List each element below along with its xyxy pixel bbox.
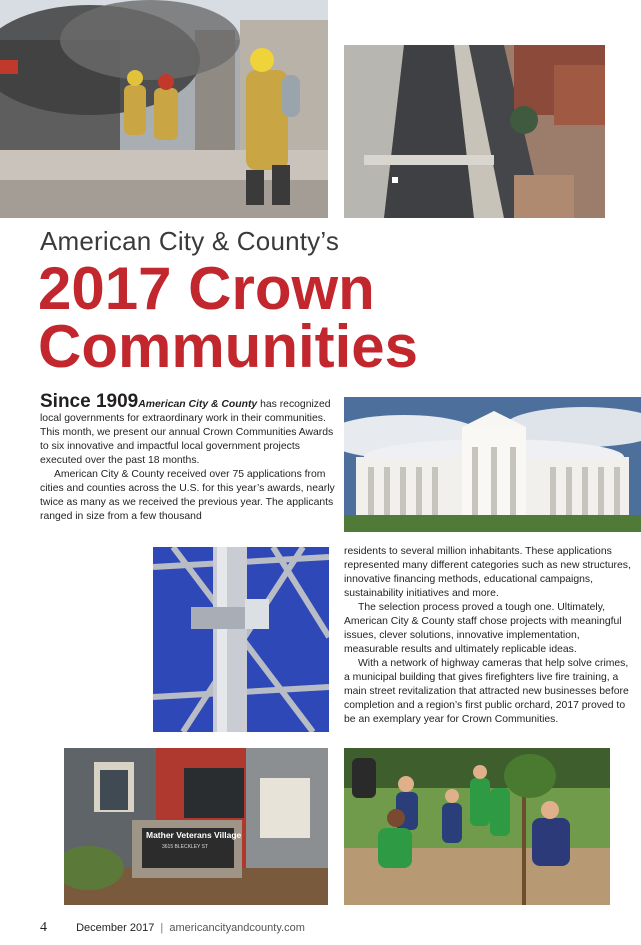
issue-date: December 2017 — [76, 922, 155, 934]
lead-italic: American City & County — [138, 399, 258, 410]
paragraph-3: The selection process proved a tough one. Ultimately, American City & County staff chose projects with meaningful issues, clever solutions, innovative implementation, measurable results and ultimately replicable ideas. — [344, 602, 622, 655]
page-footer — [40, 920, 305, 936]
main-street-photo — [344, 45, 605, 218]
title-line-1: 2017 Crown — [38, 255, 375, 322]
municipal-building-photo — [344, 397, 641, 532]
public-orchard-photo — [344, 748, 610, 905]
veterans-sign-address: 3615 BLECKLEY ST — [162, 844, 209, 850]
page-title — [38, 255, 419, 380]
paragraph-2: American City & County received over 75 applications from cities and counties across the U.S. for this year’s awards, nearly twice as many as we received the previous year. The applicants ranged in size from a few thousand — [40, 469, 335, 522]
firefighters-photo — [0, 0, 328, 218]
veterans-village-photo — [64, 748, 328, 905]
paragraph-1: has recognized local governments for extraordinary work in their communities. This month, we present our annual Crown Communities Awards to six innovative and impactful local government projects executed over the past 18 months. — [40, 399, 334, 466]
paragraph-2-continued: residents to several million inhabitants. These applications represented many different categories such as new structures, innovative financing methods, educational campaigns, sustainability initiatives and more. — [344, 546, 631, 599]
paragraph-4: With a network of highway cameras that help solve crimes, a municipal building that gives firefighters live fire training, a main street revitalization that attracted new businesses before completion and a region’s first public orchard, 2017 proved to be an exemplary year for Crown Communities. — [344, 658, 629, 725]
veterans-sign-title: Mather Veterans Village — [146, 830, 242, 840]
article-intro — [40, 391, 336, 524]
article-continued — [344, 545, 634, 727]
overline-heading: American City & County’s — [40, 226, 340, 256]
footer-separator: | — [160, 922, 164, 934]
title-line-2: Communities — [38, 313, 419, 380]
page-number: 4 — [40, 920, 47, 935]
lead-in: Since 1909 — [40, 391, 139, 412]
highway-camera-photo — [153, 547, 329, 732]
website-link[interactable]: americancityandcounty.com — [169, 922, 305, 934]
